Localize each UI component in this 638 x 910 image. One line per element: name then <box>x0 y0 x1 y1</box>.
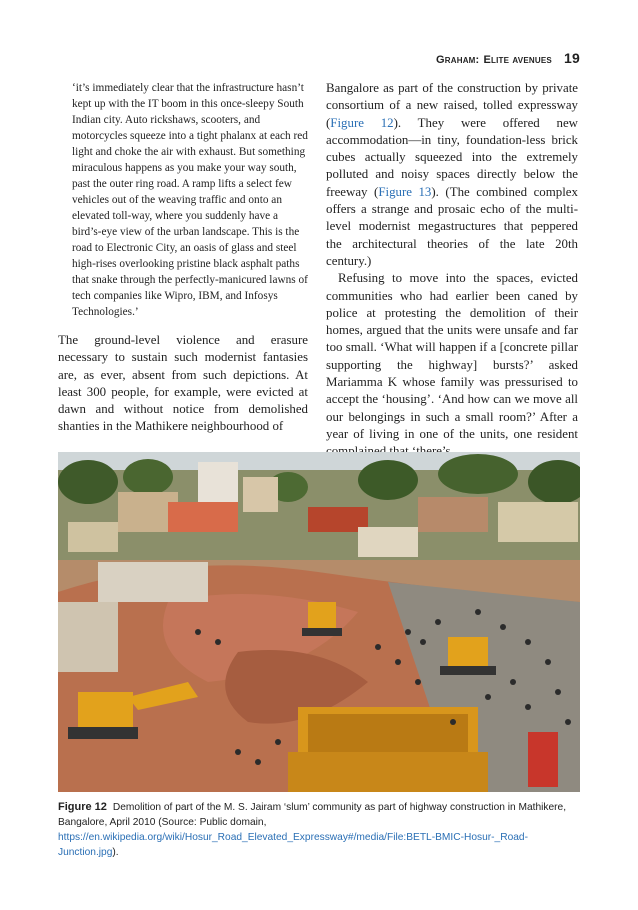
body-paragraph-right-2: Refusing to move into the spaces, evicted communities who had earlier been caned by police at protesting the demolition of their homes, argued that the units were unsafe and far too small. ‘What will happen if a [concrete pillar supporting the highway] bursts?’ asked Mariamma K whose family was pressurised to accept the ‘housing’. ‘And how can we move all our belongings in such a small room?’ After a year of living in one of the units, one resident <box>326 271 578 441</box>
source-url-link[interactable]: https://en.wikipedia.org/wiki/Hosur_Road_Elevated_Expressway#/media/File:BETL-BMIC-Hosur-_Road-Junction.jpg <box>58 832 528 858</box>
red-vehicle <box>528 732 558 787</box>
figure-caption <box>58 800 580 860</box>
figure-13-link[interactable]: Figure 13 <box>378 184 432 199</box>
left-column <box>58 80 308 436</box>
excavator-right <box>440 637 496 675</box>
figure-label: Figure 12 <box>58 801 107 813</box>
caption-text: Demolition of part of the M. S. Jairam ‘slum’ community as part of highway construction in Mathikere, Bangalore, April 2010 (Source: Public domain, <box>58 802 567 828</box>
block-quote: ‘it’s immediately clear that the infrastructure hasn’t kept up with the IT boom in this once-sleepy South Indian city. Auto rickshaws, scooters, and motorcycles squeeze into a tight phalanx at each red light and choke the air with exhaust. But something miraculous happens as you make your way south, past the outer ring road. A ramp lifts a select few vehicles out of the weaving traffic and onto an elevated toll-way, where you suddenly have a bird’s-eye view of the urban landscape. This is the road to Electronic City, an oasis of glass and steel high-rises overlooking pristine black asphalt paths that snake through the perfectly-manicured lawns of tech companies like Wipro, IBM, and Infosys Technologies.’ <box>72 82 308 318</box>
figure-12-link[interactable]: Figure 12 <box>330 115 394 130</box>
page-number: 19 <box>564 50 580 66</box>
demolition-photo <box>58 452 580 792</box>
text-segment: ). They were offered new accommodation—in tiny, foundation-less brick cubes actually squeezed into the extremely polluted and noisy spaces directly below the freeway ( <box>326 115 578 199</box>
house-wall <box>58 602 118 672</box>
running-header <box>436 50 580 66</box>
text-segment: Bangalore as part of the construction by private consortium of a new raised, tolled expressway ( <box>326 81 578 130</box>
excavator-center <box>302 602 342 636</box>
text-segment: ). (The combined complex offers a strange and prosaic echo of the multi-level modernist megastructures that peppered the architectural theories of the late 20th century.) <box>326 184 578 268</box>
dump-truck <box>288 707 488 792</box>
right-column <box>326 80 578 461</box>
body-paragraph-left: The ground-level violence and erasure necessary to sustain such modernist fantasies are, as ever, absent from such depictions. At least 300 people, for example, were evicted at dawn and without notice from demolished shanties in the Mathikere neighbourhood of <box>58 333 308 434</box>
broken-wall <box>98 562 208 602</box>
header-separator: : <box>475 54 480 66</box>
header-author: Graham <box>436 54 476 66</box>
caption-end: ). <box>112 847 119 858</box>
body-paragraph-right-1 <box>326 80 578 270</box>
header-title: Elite avenues <box>483 54 552 66</box>
